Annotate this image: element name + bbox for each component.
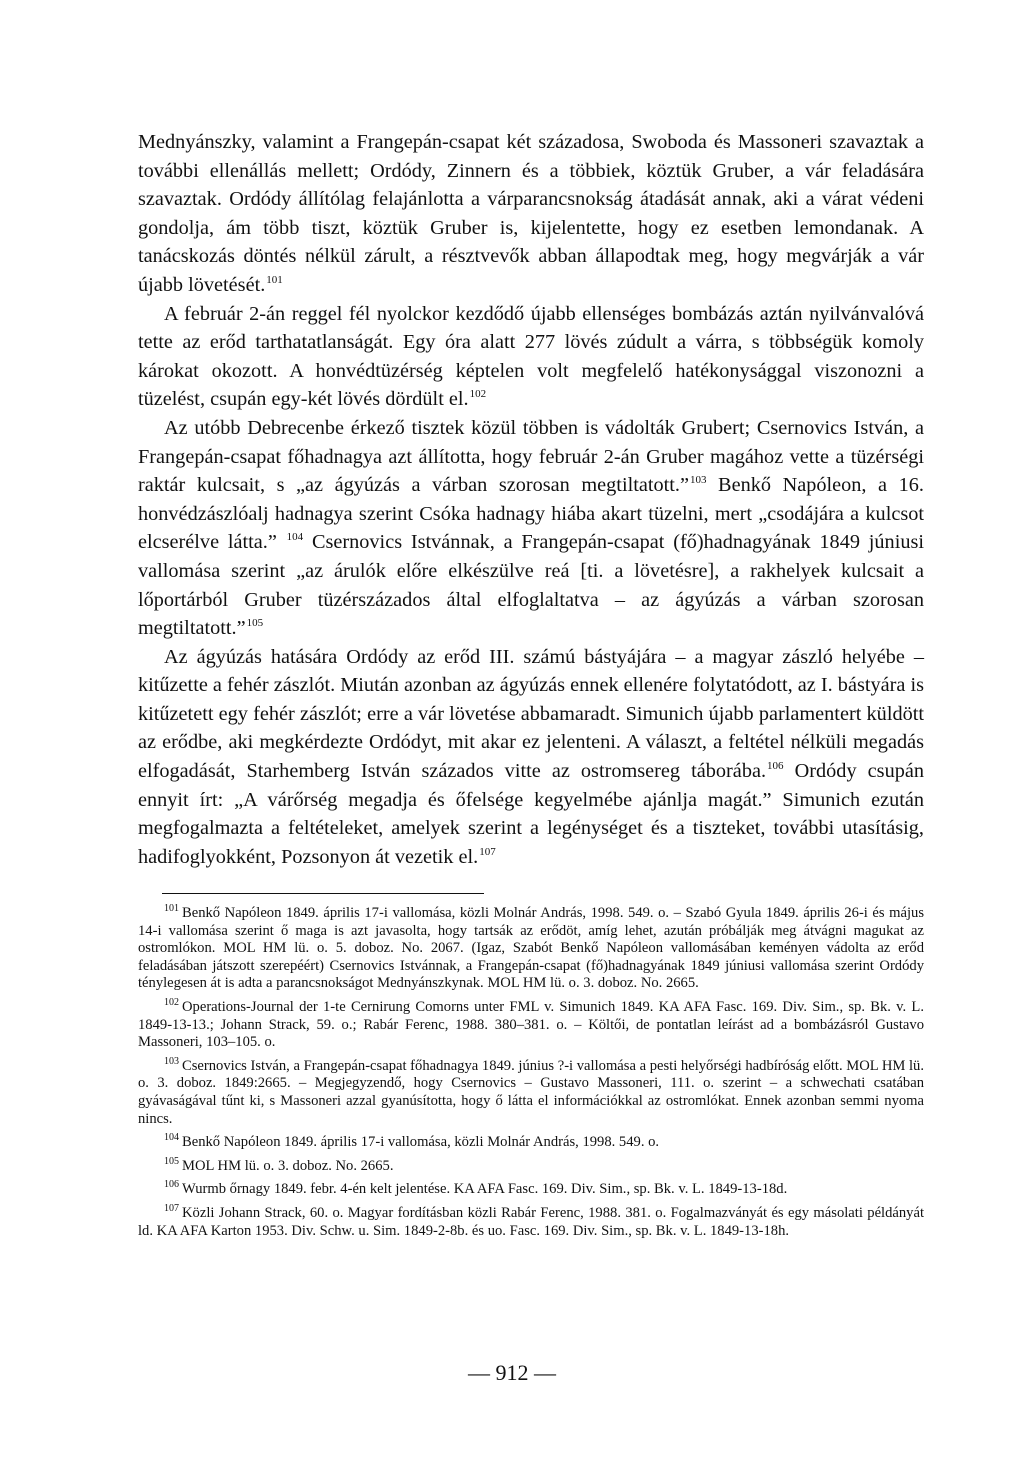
footnote-number: 101 xyxy=(164,903,179,914)
footnote-number: 107 xyxy=(164,1202,179,1214)
page-number: — 912 — xyxy=(468,1360,556,1385)
paragraph-text: Mednyánszky, valamint a Frangepán-csapat két századosa, Swoboda és Massoneri szavaztak a további ellenállás mellett; Ordódy, Zinnern és a többiek, köztük Gruber, a vár feladására szavaztak. Ordódy állítólag felajánlotta a várparancsnokság átadását annak, aki a várat védeni gondolja, ám több tiszt, köztük Gruber is, kijelentette, hogy ez esetben lemondanak. A tanácskozás döntés nélkül zárult, a résztvevők abban állapodtak meg, hogy megvárják a vár újabb lövetését. xyxy=(138,131,924,296)
footnote-number: 105 xyxy=(164,1155,179,1167)
paragraph-text: Az ágyúzás hatására Ordódy az erőd III. számú bástyájára – a magyar zászló helyébe – kitűzette a fehér zászlót. Miután azonban az ágyúzás ennek ellenére folytatódott, az I. bástyára is kitűzetett egy fehér zászlót; erre a vár lövetése abbamaradt. Simunich újabb parlamentert küldött az erődbe, aki megkérdezte Ordódyt, mit akar ez jelenteni. A választ, a feltétel nélküli megadás elfogadását, Starhemberg István százados vitte az ostromsereg táborába. xyxy=(138,645,924,783)
footnote-number: 102 xyxy=(164,996,179,1008)
footnote xyxy=(138,1181,924,1199)
footnote-ref: 103 xyxy=(689,474,707,487)
paragraph xyxy=(138,128,924,300)
footnote-text: Benkő Napóleon 1849. április 17-i vallomása, közli Molnár András, 1998. 549. o. xyxy=(182,1134,660,1151)
footnote-ref: 104 xyxy=(286,531,304,544)
paragraph-text: Az utóbb Debrecenbe érkező tisztek közül többen is vádolták Grubert; Csernovics István, a Frangepán-csapat főhadnagya azt állította, hogy február 2-án Gruber magához vette a tüzérségi raktár kulcsait, s „az ágyúzás a várban szorosan megtiltatott.” xyxy=(138,416,924,497)
footnote-ref: 101 xyxy=(266,273,283,286)
footnote xyxy=(138,1134,924,1152)
paragraph-text: Ordódy csupán ennyit írt: „A várőrség megadja és őfelsége kegyelmébe ajánlja magát.” Simunich ezután megfogalmazta a feltételeket, amelyek szerint a legénységet és a tiszteket, további utasításig, hadifoglyokként, Pozsonyon át vezetik el. xyxy=(138,760,924,868)
footnote-text: Wurmb őrnagy 1849. febr. 4-én kelt jelentése. KA AFA Fasc. 169. Div. Sim., sp. Bk. v. L. 1849-13-18d. xyxy=(182,1181,788,1198)
footnote-number: 104 xyxy=(164,1132,179,1144)
footnote-number: 106 xyxy=(164,1179,179,1191)
footnote-ref: 107 xyxy=(479,845,496,858)
footnote xyxy=(138,1055,924,1128)
footnote-separator xyxy=(162,893,484,894)
paragraph xyxy=(138,300,924,414)
footnote-ref: 105 xyxy=(246,617,264,630)
footnote-text: Közli Johann Strack, 60. o. Magyar fordításban közli Rabár Ferenc, 1988. 381. o. Fogalmazványát és egy másolati példányát ld. KA AFA Karton 1953. Div. Schw. u. Sim. 1849-2-8b. és uo. Fasc. 169. Div. Sim., sp. Bk. v. L. 1849-13-18h. xyxy=(138,1204,924,1239)
main-text xyxy=(138,128,924,871)
footnote xyxy=(138,996,924,1052)
footnote xyxy=(138,1155,924,1176)
paragraph xyxy=(138,643,924,872)
footnote-number: 103 xyxy=(164,1055,179,1067)
footnote-ref: 106 xyxy=(767,760,784,773)
footnote-text: Benkő Napóleon 1849. április 17-i vallomása, közli Molnár András, 1998. 549. o. – Szabó Gyula 1849. április 26-i és május 14-i vallomása szerint ő maga is azt javasolta, hogy tartsák az erődöt, amíg lehet, azután próbálják meg átvágni magukat az ostromlókon. MOL HM lü. o. 5. doboz. No. 2067. (Igaz, Szabót Benkő Napóleon vallomásában keményen vádolta az erőd feladásában játszott szerepéért) Csernovics Istvánnak, a Frangepán-csapat (fő)hadnagyának 1849 júniusi vallomása szerint Ordódy ténylegesen át is adta a parancsnokságot Mednyánszkynak. MOL HM lü. o. 3. doboz. No. 2665. xyxy=(138,905,924,992)
paragraph xyxy=(138,414,924,643)
paragraph-text: Benkő Napóleon, a 16. honvédzászlóalj hadnagya szerint Csóka hadnagy hiába akart tüzelni, mert „csodájára a kulcsot elcserélve látta.” xyxy=(138,474,924,554)
footnote-text: Csernovics István, a Frangepán-csapat főhadnagya 1849. június ?-i vallomása a pesti helyőrségi hadbíróság előtt. MOL HM lü. o. 3. doboz. 1849:2665. – Megjegyzendő, hogy Csernovics – Gustavo Massoneri, 111. o. szerint – a schwechati csatában gyávaságával tűnt ki, s Massoneri azzal gyanúsította, hogy ő látta el információkkal az ostromlókat. Ennek azonban semmi nyoma nincs. xyxy=(138,1057,924,1127)
footnote-ref: 102 xyxy=(469,388,487,401)
footnote xyxy=(138,905,924,993)
footnote-text: MOL HM lü. o. 3. doboz. No. 2665. xyxy=(182,1157,394,1174)
paragraph-text: Csernovics Istvánnak, a Frangepán-csapat (fő)hadnagyának 1849 júniusi vallomása szerint „az árulók előre elkészülve reá [ti. a lövetésre], a rakhelyek kulcsait a lőportárból Gruber tüzérszázados által elfoglaltatva – az ágyúzás a várban szorosan megtiltatott.” xyxy=(138,531,925,640)
footnote-text: Operations-Journal der 1-te Cernirung Comorns unter FML v. Simunich 1849. KA AFA Fasc. 169. Div. Sim., sp. Bk. v. L. 1849-13-13.; Johann Strack, 59. o.; Rabár Ferenc, 1988. 380–381. o. – Költői, de pontatlan leírást ad a bombázásról Gustavo Massoneri, 103–105. o. xyxy=(138,998,924,1051)
footnotes xyxy=(138,905,924,1246)
paragraph-text: A február 2-án reggel fél nyolckor kezdődő újabb ellenséges bombázás aztán nyilvánvalóvá tette az erőd tarthatatlanságát. Egy óra alatt 277 lövés zúdult a várra, s többségük komoly károkat okozott. A honvédtüzérség képtelen volt megfelelő hatékonysággal viszonozni a tüzelést, csupán egy-két lövés dördült el. xyxy=(138,302,924,411)
footnote xyxy=(138,1202,924,1240)
